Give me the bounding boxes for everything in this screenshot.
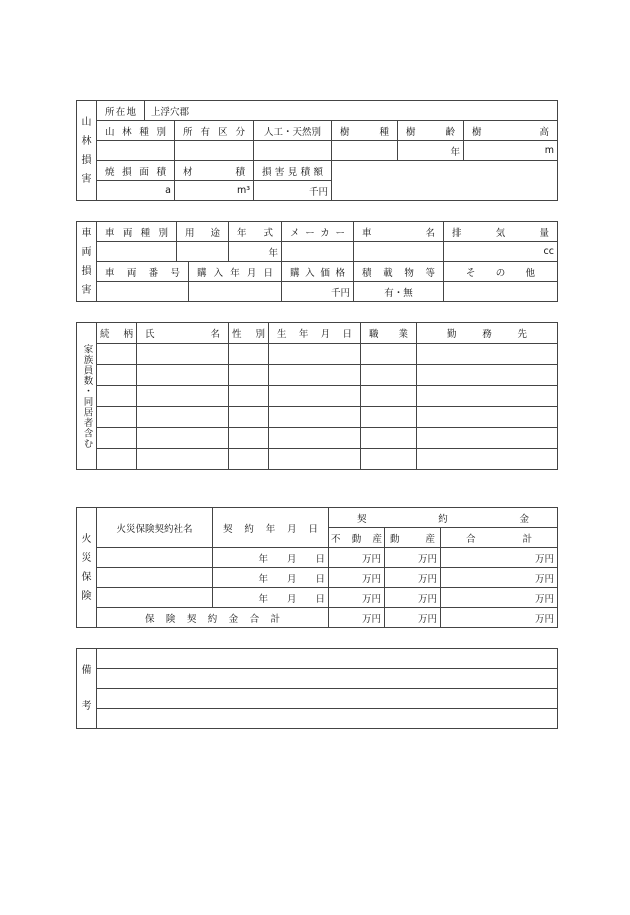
gender-field[interactable] — [229, 407, 269, 428]
artificial-natural-field[interactable] — [254, 141, 332, 161]
vehicle-number-header: 車両番号 — [97, 262, 189, 282]
total-movable-field[interactable]: 万円 — [385, 608, 441, 628]
birthdate-header: 生年月日 — [269, 323, 361, 344]
occupation-field[interactable] — [361, 344, 417, 365]
tree-height-field[interactable]: m — [464, 141, 558, 161]
birthdate-field[interactable] — [269, 344, 361, 365]
cargo-field[interactable]: 有・無 — [354, 282, 444, 302]
displacement-field[interactable]: cc — [444, 242, 558, 262]
other-field[interactable] — [444, 282, 558, 302]
birthdate-field[interactable] — [269, 365, 361, 386]
family-row — [77, 344, 558, 365]
movable-header: 動産 — [385, 528, 441, 548]
burned-area-field[interactable]: a — [97, 181, 175, 201]
workplace-field[interactable] — [417, 365, 558, 386]
other-header: その他 — [444, 262, 558, 282]
purchase-price-field[interactable]: 千円 — [282, 282, 354, 302]
insurer-field[interactable] — [97, 568, 213, 588]
contract-amount-header: 契約金 — [329, 508, 558, 528]
purchase-date-field[interactable] — [189, 282, 282, 302]
relation-field[interactable] — [97, 386, 137, 407]
occupation-field[interactable] — [361, 407, 417, 428]
insurance-total-label: 保険契約金合計 — [97, 608, 329, 628]
tree-height-header: 樹高 — [464, 121, 558, 141]
birthdate-field[interactable] — [269, 407, 361, 428]
birthdate-field[interactable] — [269, 386, 361, 407]
family-row — [77, 386, 558, 407]
movable-field[interactable]: 万円 — [385, 568, 441, 588]
insurance-row — [77, 548, 558, 568]
maker-header: メーカー — [282, 222, 354, 242]
displacement-header: 排気量 — [444, 222, 558, 242]
contract-date-header: 契約年月日 — [213, 508, 329, 548]
model-year-header: 年式 — [229, 222, 282, 242]
workplace-header: 勤務先 — [417, 323, 558, 344]
occupation-field[interactable] — [361, 428, 417, 449]
tree-age-field[interactable]: 年 — [398, 141, 464, 161]
real-estate-header: 不動産 — [329, 528, 385, 548]
insurer-field[interactable] — [97, 588, 213, 608]
vehicle-type-header: 車両種別 — [97, 222, 177, 242]
timber-volume-field[interactable]: m³ — [175, 181, 254, 201]
name-field[interactable] — [137, 365, 229, 386]
car-name-header: 車名 — [354, 222, 444, 242]
insurance-row — [77, 568, 558, 588]
occupation-field[interactable] — [361, 386, 417, 407]
damage-estimate-header: 損害見積額 — [254, 161, 332, 181]
remarks-line[interactable] — [97, 649, 558, 669]
real-estate-field[interactable]: 万円 — [329, 568, 385, 588]
grand-total-field[interactable]: 万円 — [441, 608, 558, 628]
forest-side-label: 山 林 損 害 — [77, 101, 97, 201]
real-estate-field[interactable]: 万円 — [329, 588, 385, 608]
relation-field[interactable] — [97, 365, 137, 386]
name-field[interactable] — [137, 407, 229, 428]
birthdate-field[interactable] — [269, 449, 361, 470]
ownership-field[interactable] — [175, 141, 254, 161]
vehicle-number-field[interactable] — [97, 282, 189, 302]
real-estate-field[interactable]: 万円 — [329, 548, 385, 568]
location-value[interactable]: 上浮穴郡 — [145, 101, 558, 121]
car-name-field[interactable] — [354, 242, 444, 262]
forest-damage-table — [76, 100, 558, 201]
total-real-estate-field[interactable]: 万円 — [329, 608, 385, 628]
occupation-field[interactable] — [361, 449, 417, 470]
name-field[interactable] — [137, 386, 229, 407]
workplace-field[interactable] — [417, 344, 558, 365]
insurance-row — [77, 588, 558, 608]
occupation-header: 職業 — [361, 323, 417, 344]
timber-volume-header: 材積 — [175, 161, 254, 181]
gender-field[interactable] — [229, 449, 269, 470]
workplace-field[interactable] — [417, 428, 558, 449]
name-field[interactable] — [137, 344, 229, 365]
remarks-side-label: 備 考 — [77, 649, 97, 729]
location-label: 所在地 — [97, 101, 145, 121]
total-field[interactable]: 万円 — [441, 548, 558, 568]
forest-blank-area — [332, 161, 558, 201]
maker-field[interactable] — [282, 242, 354, 262]
contract-date-field[interactable]: 年 月 日 — [213, 568, 329, 588]
family-row — [77, 428, 558, 449]
fire-insurance-table — [76, 507, 558, 628]
total-field[interactable]: 万円 — [441, 568, 558, 588]
gender-field[interactable] — [229, 386, 269, 407]
family-table — [76, 322, 558, 470]
workplace-field[interactable] — [417, 449, 558, 470]
fire-insurance-side-label: 火 災 保 険 — [77, 508, 97, 628]
birthdate-field[interactable] — [269, 428, 361, 449]
burned-area-header: 焼損面積 — [97, 161, 175, 181]
relation-field[interactable] — [97, 344, 137, 365]
name-header: 氏名 — [137, 323, 229, 344]
purchase-date-header: 購入年月日 — [189, 262, 282, 282]
contract-date-field[interactable]: 年 月 日 — [213, 588, 329, 608]
family-row — [77, 449, 558, 470]
occupation-field[interactable] — [361, 365, 417, 386]
movable-field[interactable]: 万円 — [385, 588, 441, 608]
usage-field[interactable] — [177, 242, 229, 262]
tree-species-field[interactable] — [332, 141, 398, 161]
tree-species-header: 樹種 — [332, 121, 398, 141]
family-side-label: 家族員数・同居者含む — [77, 323, 97, 470]
relation-field[interactable] — [97, 449, 137, 470]
name-field[interactable] — [137, 449, 229, 470]
total-header: 合計 — [441, 528, 558, 548]
gender-field[interactable] — [229, 365, 269, 386]
total-field[interactable]: 万円 — [441, 588, 558, 608]
name-field[interactable] — [137, 428, 229, 449]
vehicle-damage-table — [76, 221, 558, 302]
family-row — [77, 365, 558, 386]
model-year-field[interactable]: 年 — [229, 242, 282, 262]
artificial-natural-header: 人工・天然別 — [254, 121, 332, 141]
relation-field[interactable] — [97, 428, 137, 449]
damage-estimate-field[interactable]: 千円 — [254, 181, 332, 201]
usage-header: 用途 — [177, 222, 229, 242]
relation-field[interactable] — [97, 407, 137, 428]
gender-field[interactable] — [229, 344, 269, 365]
gender-field[interactable] — [229, 428, 269, 449]
workplace-field[interactable] — [417, 407, 558, 428]
remarks-line[interactable] — [97, 689, 558, 709]
vehicle-side-label: 車 両 損 害 — [77, 222, 97, 302]
workplace-field[interactable] — [417, 386, 558, 407]
insurer-field[interactable] — [97, 548, 213, 568]
movable-field[interactable]: 万円 — [385, 548, 441, 568]
contract-date-field[interactable]: 年 月 日 — [213, 548, 329, 568]
tree-age-header: 樹齢 — [398, 121, 464, 141]
forest-type-header: 山林種別 — [97, 121, 175, 141]
family-row — [77, 407, 558, 428]
cargo-header: 積載物等 — [354, 262, 444, 282]
forest-type-field[interactable] — [97, 141, 175, 161]
remarks-line[interactable] — [97, 709, 558, 729]
remarks-table — [76, 648, 558, 729]
relation-header: 続柄 — [97, 323, 137, 344]
remarks-line[interactable] — [97, 669, 558, 689]
purchase-price-header: 購入価格 — [282, 262, 354, 282]
vehicle-type-field[interactable] — [97, 242, 177, 262]
ownership-header: 所有区分 — [175, 121, 254, 141]
insurer-header: 火災保険契約社名 — [97, 508, 213, 548]
gender-header: 性別 — [229, 323, 269, 344]
